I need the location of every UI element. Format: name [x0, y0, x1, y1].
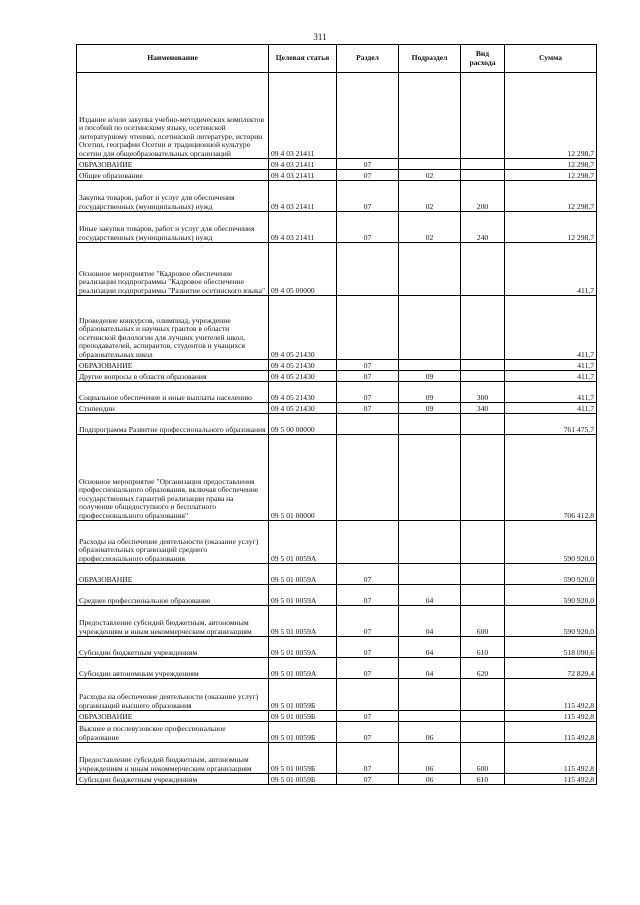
row-name: Другие вопросы в области образования [77, 371, 269, 382]
row-code: 09 4 05 21430 [269, 296, 337, 360]
row-expense-type [461, 564, 505, 585]
row-name: Субсидии бюджетным учреждениям [77, 774, 269, 785]
row-section: 07 [337, 585, 399, 606]
row-name: ОБРАЗОВАНИЕ [77, 360, 269, 371]
row-subsection: 04 [399, 606, 461, 637]
row-sum: 590 920,0 [505, 585, 597, 606]
row-code: 09 5 01 0059А [269, 658, 337, 679]
row-name: Стипендии [77, 403, 269, 414]
row-sum: 411,7 [505, 382, 597, 403]
row-code: 09 4 05 21430 [269, 382, 337, 403]
row-name: ОБРАЗОВАНИЕ [77, 159, 269, 170]
row-code: 09 5 01 0059Б [269, 743, 337, 774]
row-sum: 115 492,8 [505, 743, 597, 774]
row-expense-type [461, 711, 505, 722]
row-sum: 411,7 [505, 371, 597, 382]
row-sum: 411,7 [505, 403, 597, 414]
row-section: 07 [337, 564, 399, 585]
row-expense-type: 610 [461, 637, 505, 658]
header-name: Наименование [77, 45, 269, 73]
row-sum: 706 412,8 [505, 435, 597, 521]
header-sum: Сумма [505, 45, 597, 73]
row-expense-type: 340 [461, 403, 505, 414]
table-row [77, 679, 597, 711]
row-subsection: 02 [399, 181, 461, 212]
row-code: 09 5 01 0059Б [269, 679, 337, 711]
row-subsection [399, 159, 461, 170]
row-expense-type: 300 [461, 382, 505, 403]
table-row [77, 159, 597, 170]
row-sum: 115 492,8 [505, 711, 597, 722]
row-sum: 115 492,8 [505, 774, 597, 785]
row-section [337, 296, 399, 360]
row-name: Среднее профессиональное образование [77, 585, 269, 606]
row-code: 09 4 05 21430 [269, 403, 337, 414]
row-subsection [399, 564, 461, 585]
table-row [77, 711, 597, 722]
row-subsection: 04 [399, 585, 461, 606]
row-subsection [399, 73, 461, 159]
table-row [77, 743, 597, 774]
row-name: Расходы на обеспечение деятельности (оказание услуг) образовательных организаций среднего профессионального образования [77, 521, 269, 564]
table-row [77, 212, 597, 243]
row-name: Субсидии автономным учреждениям [77, 658, 269, 679]
row-sum: 115 492,8 [505, 679, 597, 711]
header-subsection: Подраздел [399, 45, 461, 73]
row-code: 09 5 01 0059А [269, 637, 337, 658]
row-subsection: 02 [399, 212, 461, 243]
row-code: 09 5 01 0059А [269, 585, 337, 606]
table-row [77, 170, 597, 181]
table-row [77, 585, 597, 606]
row-section [337, 521, 399, 564]
row-subsection [399, 360, 461, 371]
row-section: 07 [337, 170, 399, 181]
row-sum: 761 475,7 [505, 414, 597, 435]
row-code: 09 5 01 00000 [269, 435, 337, 521]
row-sum: 12 298,7 [505, 212, 597, 243]
row-sum: 411,7 [505, 296, 597, 360]
row-expense-type: 600 [461, 606, 505, 637]
row-section: 07 [337, 212, 399, 243]
row-expense-type [461, 722, 505, 743]
table-row [77, 371, 597, 382]
table-row [77, 403, 597, 414]
row-expense-type [461, 679, 505, 711]
header-section: Раздел [337, 45, 399, 73]
row-subsection [399, 243, 461, 296]
header-code: Целевая статья [269, 45, 337, 73]
row-code: 09 4 03 21411 [269, 181, 337, 212]
row-section [337, 435, 399, 521]
row-subsection: 06 [399, 722, 461, 743]
table-row [77, 73, 597, 159]
row-subsection [399, 711, 461, 722]
row-section [337, 73, 399, 159]
row-subsection: 06 [399, 774, 461, 785]
row-code: 09 4 03 21411 [269, 170, 337, 181]
row-sum: 518 090,6 [505, 637, 597, 658]
row-subsection [399, 296, 461, 360]
row-expense-type: 240 [461, 212, 505, 243]
row-expense-type [461, 296, 505, 360]
row-expense-type [461, 73, 505, 159]
row-sum: 590 920,0 [505, 606, 597, 637]
budget-table [76, 44, 597, 785]
row-sum: 72 829,4 [505, 658, 597, 679]
row-code: 09 5 01 0059Б [269, 774, 337, 785]
row-code: 09 4 03 21411 [269, 212, 337, 243]
row-section: 07 [337, 382, 399, 403]
row-expense-type [461, 243, 505, 296]
row-expense-type [461, 414, 505, 435]
row-name: Расходы на обеспечение деятельности (оказание услуг) организаций высшего образования [77, 679, 269, 711]
table-row [77, 435, 597, 521]
row-name: Подпрограмма Развитие профессионального образования [77, 414, 269, 435]
row-subsection: 06 [399, 743, 461, 774]
row-code: 09 4 05 21430 [269, 360, 337, 371]
table-header-row [77, 45, 597, 73]
row-expense-type [461, 585, 505, 606]
row-section: 07 [337, 181, 399, 212]
row-code: 09 5 01 0059А [269, 606, 337, 637]
table-row [77, 181, 597, 212]
row-subsection: 09 [399, 371, 461, 382]
row-name: Субсидии бюджетным учреждениям [77, 637, 269, 658]
row-name: Иные закупки товаров, работ и услуг для обеспечения государственных (муниципальных) нужд [77, 212, 269, 243]
table-row [77, 722, 597, 743]
row-section: 07 [337, 722, 399, 743]
table-row [77, 243, 597, 296]
row-section [337, 414, 399, 435]
row-sum: 12 298,7 [505, 73, 597, 159]
table-row [77, 658, 597, 679]
row-expense-type [461, 521, 505, 564]
row-section: 07 [337, 371, 399, 382]
row-expense-type: 200 [461, 181, 505, 212]
table-row [77, 521, 597, 564]
row-section: 07 [337, 658, 399, 679]
table-row [77, 774, 597, 785]
row-sum: 12 298,7 [505, 159, 597, 170]
row-section: 07 [337, 606, 399, 637]
table-body [77, 73, 597, 785]
row-subsection: 09 [399, 403, 461, 414]
table-row [77, 296, 597, 360]
row-subsection: 02 [399, 170, 461, 181]
row-subsection [399, 521, 461, 564]
row-name: Предоставление субсидий бюджетным, автономным учреждениям и иным некоммерческим организациям [77, 606, 269, 637]
row-section [337, 243, 399, 296]
row-expense-type [461, 170, 505, 181]
row-sum: 590 920,0 [505, 521, 597, 564]
row-sum: 12 298,7 [505, 170, 597, 181]
row-name: ОБРАЗОВАНИЕ [77, 564, 269, 585]
row-code: 09 5 01 0059А [269, 521, 337, 564]
row-code: 09 5 00 00000 [269, 414, 337, 435]
row-expense-type [461, 435, 505, 521]
table-row [77, 606, 597, 637]
table-row [77, 564, 597, 585]
row-expense-type: 600 [461, 743, 505, 774]
row-expense-type: 620 [461, 658, 505, 679]
row-section: 07 [337, 743, 399, 774]
row-expense-type [461, 371, 505, 382]
row-name: Социальное обеспечение и иные выплаты населению [77, 382, 269, 403]
row-sum: 12 298,7 [505, 181, 597, 212]
row-section: 07 [337, 711, 399, 722]
table-row [77, 414, 597, 435]
row-code: 09 5 01 0059А [269, 564, 337, 585]
row-name: Общее образование [77, 170, 269, 181]
row-section: 07 [337, 159, 399, 170]
row-name: Закупка товаров, работ и услуг для обеспечения государственных (муниципальных) нужд [77, 181, 269, 212]
row-code: 09 4 05 21430 [269, 371, 337, 382]
row-expense-type: 610 [461, 774, 505, 785]
row-subsection [399, 414, 461, 435]
row-section: 07 [337, 637, 399, 658]
table-row [77, 637, 597, 658]
row-name: Предоставление субсидий бюджетным, автономным учреждениям и иным некоммерческим организациям [77, 743, 269, 774]
row-subsection [399, 679, 461, 711]
row-sum: 590 920,0 [505, 564, 597, 585]
row-expense-type [461, 360, 505, 371]
row-subsection: 09 [399, 382, 461, 403]
row-sum: 411,7 [505, 360, 597, 371]
row-code: 09 5 01 0059Б [269, 711, 337, 722]
row-name: Издание и/или закупка учебно-методических комплектов и пособий по осетинскому языку, осетинской литературному чтению, осетинской литературе, истории Осетии, географии Осетии и традиционной культуре осетин для общеобразовательных организаций [77, 73, 269, 159]
row-section [337, 679, 399, 711]
row-name: Основное мероприятие "Организация предоставления профессионального образования, включая обеспечение государственных гарантий реализации права на получение общедоступного и бесплатного профессионального образования" [77, 435, 269, 521]
row-section: 07 [337, 403, 399, 414]
page-number: 311 [313, 32, 327, 42]
row-code: 09 4 05 00000 [269, 243, 337, 296]
row-name: Проведение конкурсов, олимпиад, учреждение образовательных и научных грантов в области осетинской филологии для лучших учителей школ, преподавателей, аспирантов, студентов и учащихся образовательных школ [77, 296, 269, 360]
row-code: 09 5 01 0059Б [269, 722, 337, 743]
row-name: Высшее и послевузовское профессиональное образование [77, 722, 269, 743]
row-section: 07 [337, 360, 399, 371]
row-sum: 411,7 [505, 243, 597, 296]
row-name: Основное мероприятие "Кадровое обеспечение реализации подпрограммы "Кадровое обеспечение реализации подпрограммы "Развитие осетинского языка" [77, 243, 269, 296]
row-expense-type [461, 159, 505, 170]
row-name: ОБРАЗОВАНИЕ [77, 711, 269, 722]
row-section: 07 [337, 774, 399, 785]
header-expense-type: Вид расхода [461, 45, 505, 73]
row-subsection: 04 [399, 637, 461, 658]
table-row [77, 382, 597, 403]
table-row [77, 360, 597, 371]
row-code: 09 4 03 21411 [269, 159, 337, 170]
row-subsection [399, 435, 461, 521]
row-code: 09 4 03 21411 [269, 73, 337, 159]
row-sum: 115 492,8 [505, 722, 597, 743]
row-subsection: 04 [399, 658, 461, 679]
